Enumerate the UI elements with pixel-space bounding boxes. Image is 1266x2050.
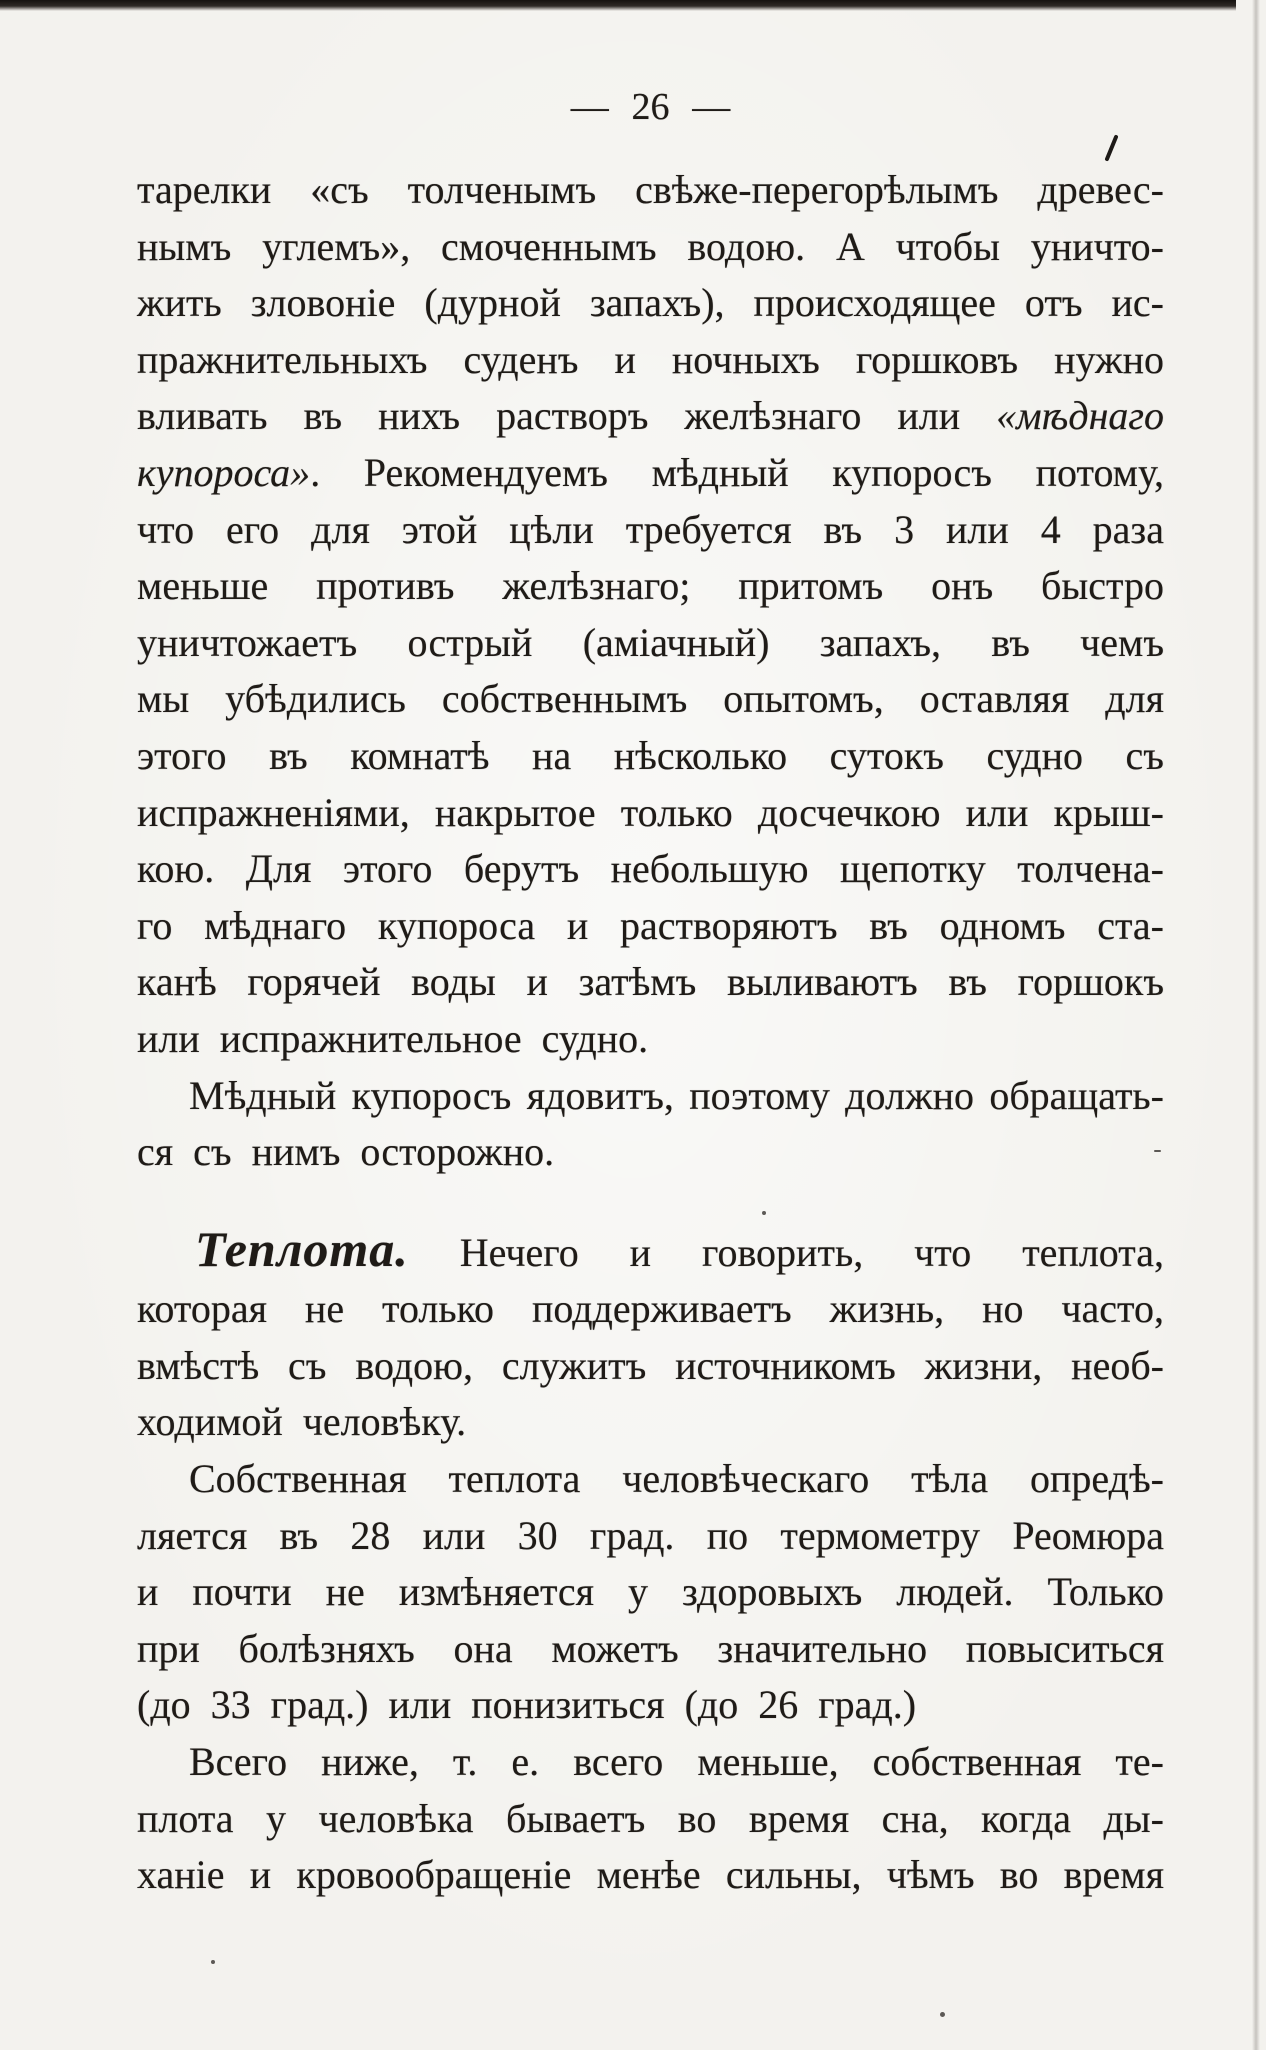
paragraph — [137, 162, 1164, 1068]
text-line: вмѣстѣ съ водою, служитъ источникомъ жизни, необ- — [137, 1342, 1164, 1388]
text-line: или испражнительное судно. — [137, 1015, 649, 1061]
line-text: . Рекомендуемъ мѣдный купоросъ потому, — [310, 449, 1164, 495]
text-line: нымъ углемъ», смоченнымъ водою. А чтобы уничто- — [137, 223, 1164, 269]
text-line — [137, 388, 1164, 445]
text-line: меньше противъ желѣзнаго; притомъ онъ быстро — [137, 563, 1164, 609]
text-line: которая не только поддерживаетъ жизнь, но часто, — [137, 1286, 1164, 1332]
line-text: вливать въ нихъ растворъ желѣзнаго или — [137, 393, 961, 439]
text-line: ханіе и кровообращеніе менѣе сильны, чѣмъ во время — [137, 1852, 1164, 1898]
text-line: Собственная теплота человѣческаго тѣла опредѣ- — [189, 1456, 1164, 1502]
text-line: кою. Для этого берутъ небольшую щепотку толчена- — [137, 846, 1164, 892]
text-line: уничтожаетъ острый (аміачный) запахъ, въ чемъ — [137, 619, 1164, 665]
text-line: плота у человѣка бываетъ во время сна, когда ды- — [137, 1795, 1164, 1841]
scan-edge-top — [0, 0, 1236, 11]
page-number: — 26 — — [570, 86, 731, 128]
text-line: ся съ нимъ осторожно. — [137, 1129, 555, 1175]
paragraph — [137, 1451, 1164, 1734]
text-line: ходимой человѣку. — [137, 1399, 467, 1445]
italic-term: «мѣднаго — [996, 393, 1165, 439]
text-line: Всего ниже, т. е. всего меньше, собственная те- — [189, 1739, 1164, 1785]
text-line: при болѣзняхъ она можетъ значительно повыситься — [137, 1625, 1164, 1671]
page-text — [137, 162, 1164, 1904]
text-line: мы убѣдились собственнымъ опытомъ, оставляя для — [137, 676, 1164, 722]
paragraph — [137, 1734, 1164, 1904]
text-line: этого въ комнатѣ на нѣсколько сутокъ судно съ — [137, 732, 1164, 778]
paragraph-teplota — [137, 1220, 1164, 1451]
scan-edge-right — [1252, 0, 1260, 2050]
text-line: канѣ горячей воды и затѣмъ выливаютъ въ горшокъ — [137, 959, 1164, 1005]
italic-term: купороса» — [137, 449, 311, 495]
text-line: и почти не измѣняется у здоровыхъ людей. Только — [137, 1569, 1164, 1615]
text-line: ляется въ 28 или 30 град. по термометру Реомюра — [137, 1512, 1164, 1558]
text-line — [137, 1220, 1164, 1282]
text-line: (до 33 град.) или понизиться (до 26 град.) — [137, 1682, 917, 1728]
paragraph — [137, 1068, 1164, 1181]
text-line: Мѣдный купоросъ ядовитъ, поэтому должно обращать- — [189, 1072, 1164, 1118]
text-line: жить зловоніе (дурной запахъ), происходящее отъ ис- — [137, 280, 1164, 326]
text-line: тарелки «съ толченымъ свѣже-перегорѣлымъ древес- — [137, 167, 1164, 212]
text-line: испражненіями, накрытое только досчечкою или крыш- — [137, 789, 1164, 835]
text-line: го мѣднаго купороса и растворяютъ въ одномъ ста- — [137, 902, 1164, 948]
ink-speck — [940, 2012, 945, 2017]
text-line: что его для этой цѣли требуется въ 3 или 4 раза — [137, 506, 1164, 552]
line-text: Нечего и говорить, что теплота, — [459, 1229, 1164, 1275]
text-line: пражнительныхъ суденъ и ночныхъ горшковъ нужно — [137, 336, 1164, 382]
pencil-mark — [1100, 134, 1122, 162]
section-heading: Теплота. — [195, 1220, 409, 1277]
text-line — [137, 445, 1164, 502]
ink-speck — [211, 1960, 215, 1964]
